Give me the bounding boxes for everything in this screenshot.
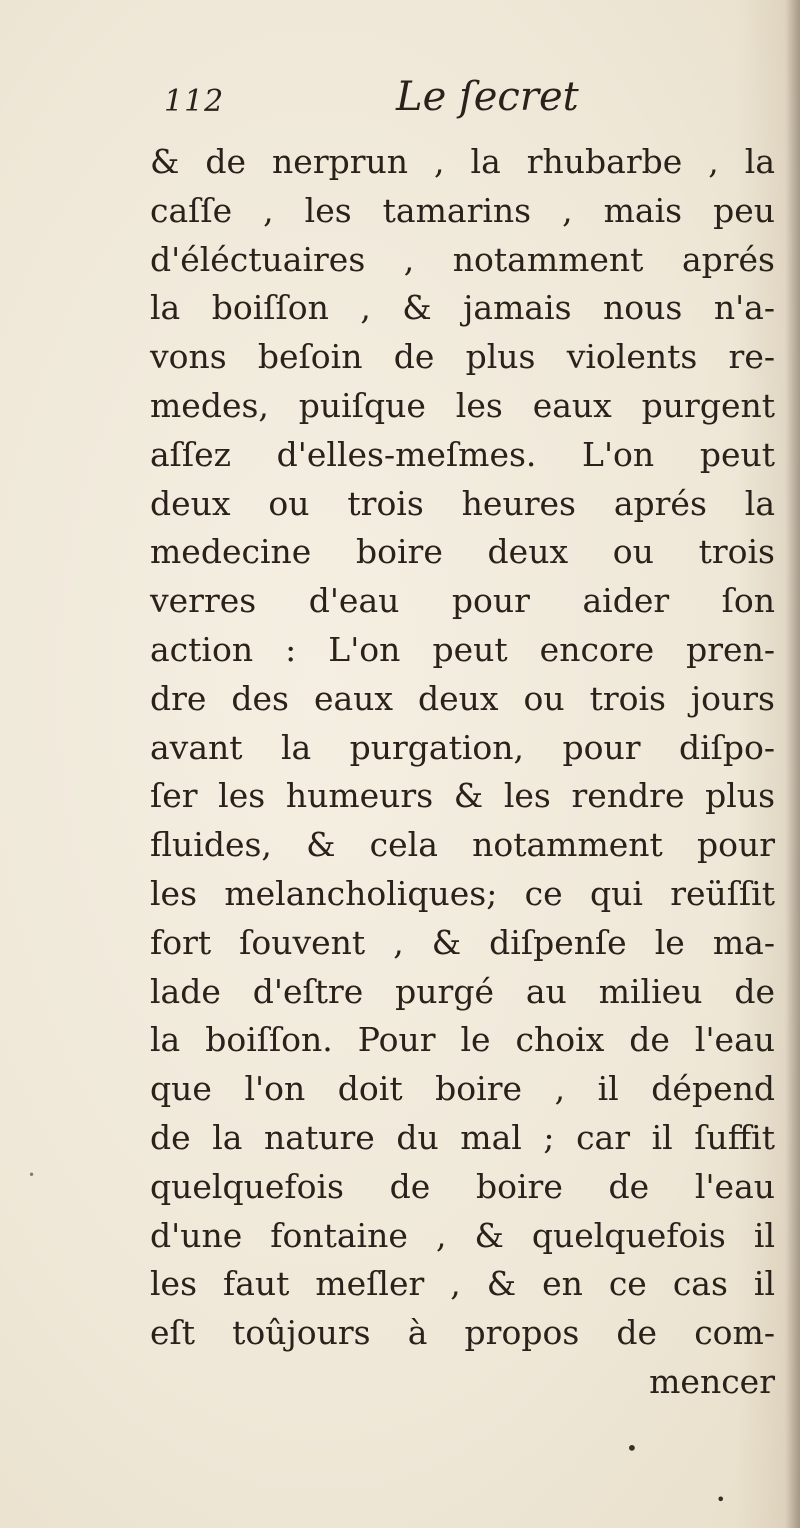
text-line: eſt toûjours à propos de com- [150,1313,775,1353]
text-line: la boiſſon , & jamais nous n'a- [150,288,775,328]
text-line: avant la purgation, pour diſpo- [150,727,775,767]
text-line: que l'on doit boire , il dépend [150,1069,775,1109]
text-line: les melancholiques; ce qui reüſſit [150,873,775,913]
text-line: deux ou trois heures aprés la [150,483,775,523]
text-line: ſer les humeurs & les rendre plus [150,776,775,816]
body-text [150,138,775,1407]
text-line: les faut meſler , & en ce cas il [150,1264,775,1304]
text-line: fluides, & cela notamment pour [150,825,775,865]
text-line: d'une fontaine , & quelquefois il [150,1215,775,1255]
running-title: Le ſecret [396,74,579,120]
page-number: 112 [164,84,225,119]
text-line: action : L'on peut encore pren- [150,629,775,669]
text-line: caſſe , les tamarins , mais peu [150,190,775,230]
text-line: & de nerprun , la rhubarbe , la [150,142,775,181]
text-line: dre des eaux deux ou trois jours [150,678,775,718]
text-line: la boiſſon. Pour le choix de l'eau [150,1020,775,1060]
text-line: vons beſoin de plus violents re- [150,337,775,377]
catchword: mencer [649,1361,775,1401]
text-line: lade d'eſtre purgé au milieu de [150,971,775,1011]
page-edge-shadow [786,0,800,1528]
page-header [164,74,624,134]
text-line: verres d'eau pour aider ſon [150,581,775,621]
text-line: medes, puiſque les eaux purgent [150,385,775,425]
margin-dot: • [28,1168,36,1182]
text-line: medecine boire deux ou trois [150,532,775,572]
signature-mark: • [626,1436,638,1460]
text-line: fort ſouvent , & diſpenſe le ma- [150,922,775,962]
text-line: quelquefois de boire de l'eau [150,1166,775,1206]
text-line: de la nature du mal ; car il ſuffit [150,1117,775,1157]
text-line: d'éléctuaires , notamment aprés [150,239,775,279]
bottom-corner-mark: • [716,1490,726,1509]
text-line: aſſez d'elles-meſmes. L'on peut [150,434,775,474]
